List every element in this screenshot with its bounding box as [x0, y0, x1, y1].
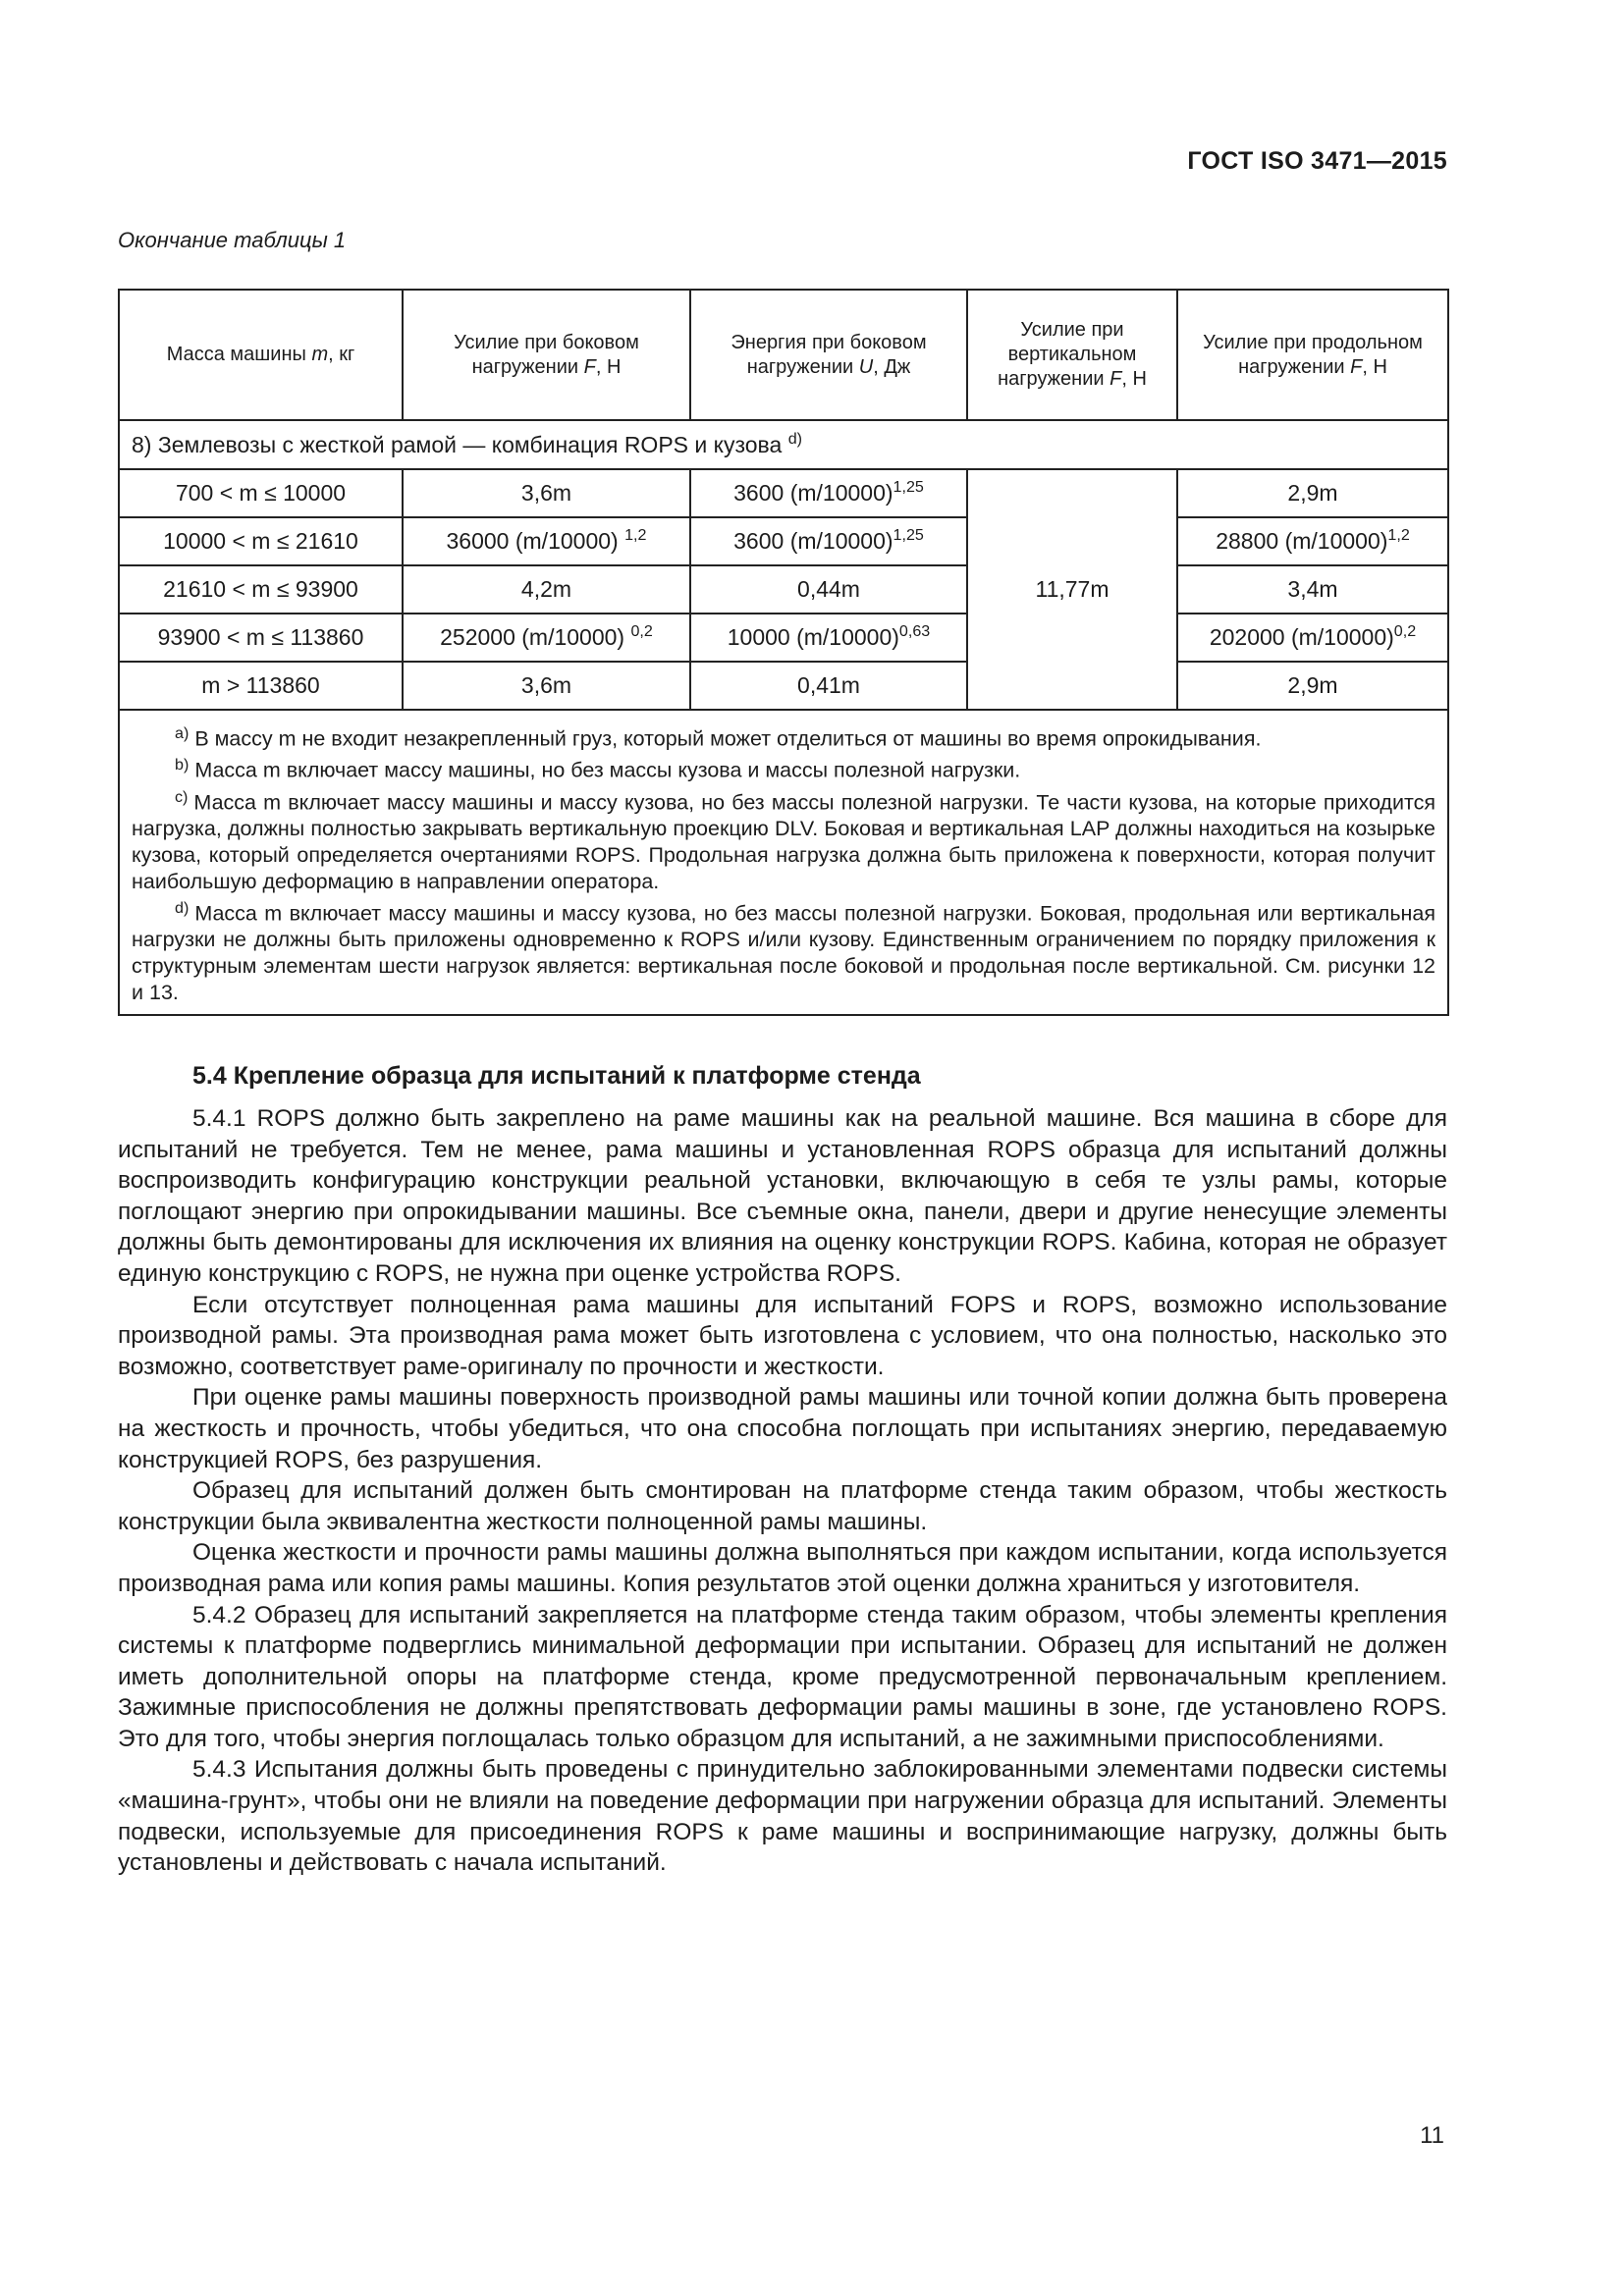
paragraph: Если отсутствует полноценная рама машины для испытаний FOPS и ROPS, возможно использование производной рамы. Эта производная рама может быть изготовлена с условием, что она полностью, насколько это возможно, соответствует раме-оригиналу по прочности и жесткости.: [118, 1291, 1447, 1380]
cell-lateral-force: 252000 (m/10000) $^{0,2}$: [403, 614, 690, 662]
table-row: [119, 469, 1448, 517]
section-body: [118, 1103, 1447, 1879]
cell-mass: m > 113860: [119, 662, 403, 710]
table-caption: Окончание таблицы 1: [118, 228, 347, 252]
cell-mass: 10000 < m ≤ 21610: [119, 517, 403, 565]
document-code: ГОСТ ISO 3471—2015: [1187, 147, 1447, 175]
table-row: [119, 565, 1448, 614]
cell-mass: 700 < m ≤ 10000: [119, 469, 403, 517]
cell-lateral-force: 36000 (m/10000) $^{1,2}$: [403, 517, 690, 565]
table-group-row: [119, 420, 1448, 469]
cell-lateral-force: 3,6m: [403, 469, 690, 517]
cell-longitudinal-force: 202000 $(m/10000)^{0,2}$: [1177, 614, 1448, 662]
header-lateral-energy: Энергия при боковом нагружении U, Дж: [690, 290, 967, 420]
page-number: 11: [1420, 2122, 1444, 2149]
cell-lateral-force: 4,2m: [403, 565, 690, 614]
cell-lateral-force: 3,6m: [403, 662, 690, 710]
paragraph: Образец для испытаний должен быть смонтирован на платформе стенда таким образом, чтобы жесткость конструкции была эквивалентна жесткости полноценной рамы машины.: [118, 1477, 1447, 1535]
group-label: 8) Землевозы с жесткой рамой — комбинация ROPS и кузова $^{d)}$: [119, 420, 1448, 469]
header-mass: Масса машины m, кг: [119, 290, 403, 420]
cell-longitudinal-force: 2,9m: [1177, 662, 1448, 710]
table-row: [119, 517, 1448, 565]
note-a: $^{a)}$ В массу m не входит незакрепленный груз, который может отделиться от машины во время опрокидывания.: [175, 724, 1262, 751]
cell-mass: 93900 < m ≤ 113860: [119, 614, 403, 662]
table-row: [119, 662, 1448, 710]
table-notes: [119, 710, 1448, 1015]
cell-lateral-energy: 0,41m: [690, 662, 967, 710]
cell-lateral-energy: 10000 $(m/10000)^{0,63}$: [690, 614, 967, 662]
loads-table: [118, 289, 1449, 1016]
paragraph: Оценка жесткости и прочности рамы машины должна выполняться при каждом испытании, когда используется производная рама или копия рамы машины. Копия результатов этой оценки должна храниться у изготовителя.: [118, 1539, 1447, 1597]
cell-longitudinal-force: 2,9m: [1177, 469, 1448, 517]
paragraph: 5.4.1 ROPS должно быть закреплено на раме машины как на реальной машине. Вся машина в сборе для испытаний не требуется. Тем не менее, рама машины и установленная ROPS образца для испытаний должны воспроизводить конфигурацию конструкции реальной установки, включающую в себя те узлы рамы, которые поглощают энергию при опрокидывании машины. Все съемные окна, панели, двери и другие ненесущие элементы должны быть демонтированы для исключения их влияния на оценку конструкции ROPS. Кабина, которая не образует единую конструкцию с ROPS, не нужна при оценке устройства ROPS.: [118, 1105, 1447, 1287]
note-d: $^{d)}$ Масса m включает массу машины и массу кузова, но без массы полезной нагрузки. Боковая, продольная или вертикальная нагрузки не должны быть приложены одновременно к ROPS и/или кузову. Единственным ограничением по порядку приложения к структурным элементам шести нагрузок является: вертикальная после боковой и продольная после вертикальной. См. рисунки 12 и 13.: [132, 898, 1435, 1004]
table-notes-row: [119, 710, 1448, 1015]
header-vertical-force: Усилие при вертикальном нагружении F, Н: [967, 290, 1177, 420]
cell-longitudinal-force: 3,4m: [1177, 565, 1448, 614]
paragraph: При оценке рамы машины поверхность производной рамы машины или точной копии должна быть проверена на жесткость и прочность, чтобы убедиться, что она способна поглощать при испытаниях энергию, передаваемую конструкцией ROPS, без разрушения.: [118, 1384, 1447, 1473]
note-c: $^{c)}$ Масса m включает массу машины и массу кузова, но без массы полезной нагрузки. Те части кузова, на которые приходится нагрузка, должны полностью закрывать вертикальную проекцию DLV. Боковая и вертикальная LAP должны находиться на козырьке кузова, который определяется очертаниями ROPS. Продольная нагрузка должна быть приложена к поверхности, которая получит наибольшую деформацию в направлении оператора.: [132, 787, 1435, 893]
cell-lateral-energy: 3600 $(m/10000)^{1,25}$: [690, 517, 967, 565]
cell-longitudinal-force: 28800 $(m/10000)^{1,2}$: [1177, 517, 1448, 565]
cell-lateral-energy: 3600 $(m/10000)^{1,25}$: [690, 469, 967, 517]
header-longitudinal-force: Усилие при продольном нагружении F, Н: [1177, 290, 1448, 420]
cell-vertical-force: 11,77m: [967, 469, 1177, 710]
paragraph: 5.4.2 Образец для испытаний закрепляется на платформе стенда таким образом, чтобы элементы крепления системы к платформе подверглись минимальной деформации при испытании. Образец для испытаний не должен иметь дополнительной опоры на платформе стенда, кроме предусмотренной первоначальным креплением. Зажимные приспособления не должны препятствовать деформации рамы машины в зоне, где установлено ROPS. Это для того, чтобы энергия поглощалась только образцом для испытаний, а не зажимными приспособлениями.: [118, 1601, 1447, 1752]
header-lateral-force: Усилие при боковом нагружении F, Н: [403, 290, 690, 420]
paragraph: 5.4.3 Испытания должны быть проведены с принудительно заблокированными элементами подвески системы «машина-грунт», чтобы они не влияли на поведение деформации при нагружении образца для испытаний. Элементы подвески, используемые для присоединения ROPS к раме машины и воспринимающие нагрузку, должны быть установлены и действовать с начала испытаний.: [118, 1756, 1447, 1877]
table-row: [119, 614, 1448, 662]
table-header-row: [119, 290, 1448, 420]
section-title: 5.4 Крепление образца для испытаний к платформе стенда: [192, 1062, 921, 1090]
cell-mass: 21610 < m ≤ 93900: [119, 565, 403, 614]
note-b: $^{b)}$ Масса m включает массу машины, но без массы кузова и массы полезной нагрузки.: [175, 756, 1021, 782]
cell-lateral-energy: 0,44m: [690, 565, 967, 614]
